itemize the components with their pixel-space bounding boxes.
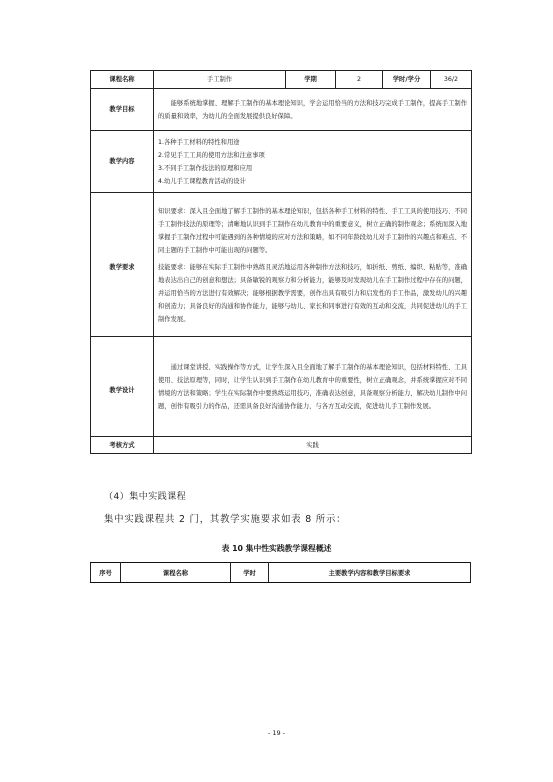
course-name-value: 手工制作	[154, 71, 286, 89]
practice-course-table	[90, 562, 471, 583]
teaching-goal-text: 能够系统地掌握、理解手工制作的基本理论知识，学会运用恰当的方法和技巧完成手工制作，提高手工制作的质量和效率，为幼儿的全面发展提供良好保障。	[154, 89, 472, 131]
teaching-design-label: 教学设计	[91, 337, 154, 437]
term-label: 学期	[286, 71, 336, 89]
course-table	[90, 70, 472, 454]
table-caption: 表 10 集中性实践教学课程概述	[221, 544, 332, 553]
teaching-goal-label: 教学目标	[91, 89, 154, 131]
content-item: 4.幼儿手工课程教育活动的设计	[158, 177, 246, 185]
knowledge-requirements: 知识要求：深入且全面地了解手工制作的基本理论知识，包括各种手工材料的特性、手工工具的使用技巧、不同手工制作技法的原理等；清晰地认识到手工制作在幼儿教育中的重要意义，树立正确的制作观念；系统而深入地掌握手工制作过程中可能遇到的各种情境的应对方法和策略，如不同年龄段幼儿对手工制作的兴趣点和难点、不同主题的手工制作中可能出现的问题等。	[158, 208, 467, 254]
term-value: 2	[336, 71, 383, 89]
assessment-value: 实践	[154, 437, 472, 454]
hours-credits-value: 36/2	[431, 71, 472, 89]
teaching-design-text: 通过课堂讲授、实践操作等方式，让学生深入且全面地了解手工制作的基本理论知识，包括材料特性、工具使用、技法原理等，同时，让学生认识到手工制作在幼儿教育中的重要性，树立正确观念，并系统掌握应对不同情境的方法和策略；学生在实际制作中要熟练运用技巧，准确表达创意，具备观察分析能力，解决幼儿制作中问题，创作有吸引力的作品，还需具备良好沟通协作能力，与各方互动交流，促进幼儿手工制作发展。	[154, 337, 472, 437]
column-header: 序号	[91, 563, 121, 583]
assessment-label: 考核方式	[91, 437, 154, 454]
content-item: 1.各种手工材料的特性和用途	[158, 138, 240, 146]
skill-requirements: 技能要求：能够在实际手工制作中熟练且灵活地运用各种制作方法和技巧，如折纸、剪纸、编织、粘贴等，准确地表达出自己的创意和想法；具备敏锐的观察力和分析能力，能够及时发现幼儿在手工制作过程中存在的问题，并运用恰当的方法进行有效解决；能够根据教学需要，创作出具有吸引力和启发性的手工作品，激发幼儿的兴趣和创造力；具备良好的沟通和协作能力，能够与幼儿、家长和同事进行有效的互动和交流，共同促进幼儿的手工制作发展。	[158, 264, 467, 323]
hours-credits-label: 学时/学分	[383, 71, 431, 89]
course-name-label: 课程名称	[91, 71, 154, 89]
section-text: 集中实践课程共 2 门，其教学实施要求如表 8 所示：	[104, 514, 347, 525]
column-header: 学时	[231, 563, 269, 583]
content-item: 3.不同手工制作技法的原理和应用	[158, 164, 253, 172]
section-heading: （4）集中实践课程	[104, 492, 187, 502]
teaching-content-label: 教学内容	[91, 131, 154, 193]
page-number: - 19 -	[267, 729, 286, 737]
column-header: 课程名称	[121, 563, 231, 583]
column-header: 主要教学内容和教学目标要求	[269, 563, 471, 583]
content-item: 2.常见手工工具的使用方法和注意事项	[158, 151, 265, 159]
teaching-requirements-label: 教学要求	[91, 193, 154, 337]
teaching-requirements-text	[154, 193, 472, 337]
teaching-content-list	[154, 131, 472, 193]
